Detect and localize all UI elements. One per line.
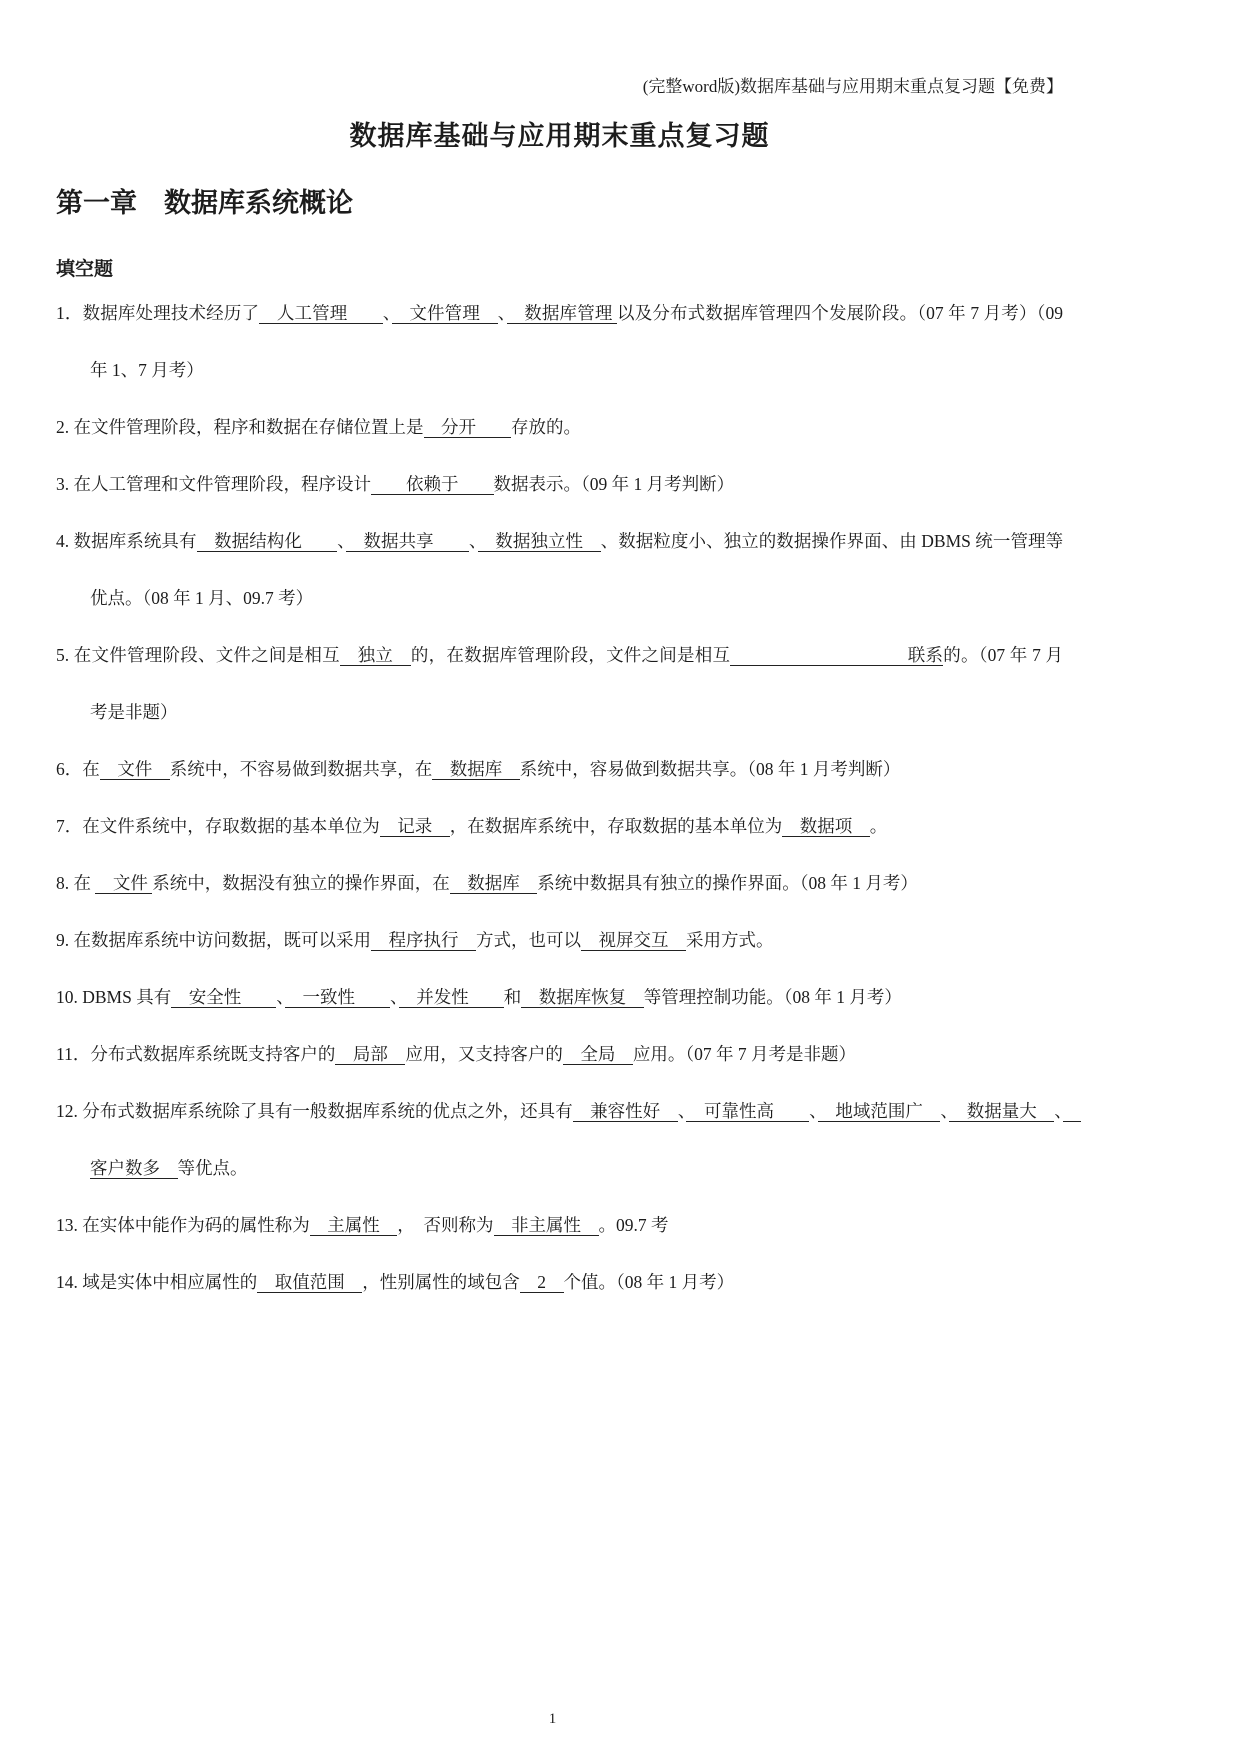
question-item — [56, 912, 1063, 969]
blank-answer: 全局 — [562, 1044, 633, 1064]
blank-answer: 地域范围广 — [817, 1101, 941, 1121]
question-text: 1．数据库处理技术经历了 — [56, 303, 260, 323]
blank-answer: 安全性 — [171, 987, 277, 1007]
blank-answer: 非主属性 — [493, 1215, 599, 1235]
question-item — [56, 969, 1063, 1026]
question-text: 存放的。 — [511, 417, 581, 437]
blank-answer: 文件管理 — [391, 303, 498, 323]
question-text: 应用。（07 年 7 月考是非题） — [632, 1044, 856, 1064]
question-text: 等优点。 — [177, 1158, 248, 1178]
question-text: 、数据粒度小、独立的数据操作界面、由 DBMS 统一管理等优点。（08 年 1 月、09.7 考） — [90, 531, 1064, 608]
question-text: 5. 在文件管理阶段、文件之间是相互 — [56, 645, 340, 665]
blank-answer: 数据库管理 — [506, 303, 618, 323]
blank-answer: 数据独立性 — [477, 531, 601, 551]
question-text: 、 — [677, 1101, 687, 1121]
question-text: 系统中数据具有独立的操作界面。（08 年 1 月考） — [537, 873, 918, 893]
question-text: ，在数据库系统中，存取数据的基本单位为 — [449, 816, 783, 836]
blank-answer: 2 — [519, 1272, 564, 1292]
question-text: 14. 域是实体中相应属性的 — [56, 1272, 258, 1292]
question-text: 12. 分布式数据库系统除了具有一般数据库系统的优点之外，还具有 — [56, 1101, 573, 1121]
blank-answer: 主属性 — [309, 1215, 398, 1235]
question-text: 等管理控制功能。（08 年 1 月考） — [643, 987, 902, 1007]
question-text: 方式，也可以 — [476, 930, 581, 950]
question-text: 、 — [940, 1101, 950, 1121]
section-heading: 填空题 — [56, 259, 114, 280]
question-item — [56, 1083, 1081, 1197]
question-text: 10. DBMS 具有 — [56, 987, 172, 1007]
question-text: 6．在 — [56, 759, 100, 779]
blank-answer: 数据库 — [432, 759, 520, 779]
blank-answer: 人工管理 — [259, 303, 383, 323]
question-text: 系统中，不容易做到数据共享，在 — [169, 759, 433, 779]
question-text: 7．在文件系统中，存取数据的基本单位为 — [56, 816, 380, 836]
blank-answer: 文件 — [99, 759, 170, 779]
question-text: 、 — [382, 303, 392, 323]
question-item — [56, 513, 1063, 627]
question-text: 、 — [276, 987, 285, 1007]
question-text: 9. 在数据库系统中访问数据，既可以采用 — [56, 930, 371, 950]
question-item — [56, 855, 1063, 912]
question-text: ， 否则称为 — [397, 1215, 494, 1235]
blank-answer: 数据库 — [449, 873, 538, 893]
page-number: 1 — [548, 1711, 557, 1727]
blank-answer: 数据库恢复 — [521, 987, 644, 1007]
question-text: 的，在数据库管理阶段，文件之间是相互 — [410, 645, 731, 665]
blank-answer: 联系 — [730, 645, 944, 665]
blank-answer: 数据结构化 — [196, 531, 338, 551]
blank-answer: 并发性 — [398, 987, 504, 1007]
question-text: 系统中，数据没有独立的操作界面，在 — [152, 873, 450, 893]
blank-answer: 记录 — [379, 816, 450, 836]
question-text: 、 — [337, 531, 346, 551]
question-text: 13. 在实体中能作为码的属性称为 — [56, 1215, 310, 1235]
blank-answer: 可靠性高 — [686, 1101, 810, 1121]
question-item — [56, 399, 1063, 456]
question-text: 采用方式。 — [686, 930, 774, 950]
question-text: 、 — [1054, 1101, 1064, 1121]
question-item — [56, 1254, 1063, 1311]
question-text: 、 — [497, 303, 507, 323]
blank-answer: 视屏交互 — [581, 930, 686, 950]
question-text: 8. 在 — [56, 873, 96, 893]
question-text: 11．分布式数据库系统既支持客户的 — [56, 1044, 336, 1064]
chapter-heading: 第一章 数据库系统概论 — [56, 188, 353, 218]
blank-answer: 兼容性好 — [572, 1101, 678, 1121]
blank-answer: 局部 — [335, 1044, 406, 1064]
blank-answer: 独立 — [339, 645, 411, 665]
blank-answer: 客户数多 — [90, 1101, 1081, 1178]
question-item — [56, 1026, 1063, 1083]
question-text: 应用，又支持客户的 — [405, 1044, 563, 1064]
blank-answer: 一致性 — [284, 987, 390, 1007]
question-text: 和 — [503, 987, 522, 1007]
question-text: 系统中，容易做到数据共享。（08 年 1 月考判断） — [519, 759, 901, 779]
document-title: 数据库基础与应用期末重点复习题 — [349, 121, 770, 151]
blank-answer: 取值范围 — [257, 1272, 363, 1292]
blank-answer: 依赖于 — [371, 474, 494, 494]
blank-answer: 数据项 — [782, 816, 870, 836]
question-text: 、 — [468, 531, 478, 551]
question-text: 的。（07 年 7 月考是非题） — [90, 645, 1064, 722]
question-text: 2. 在文件管理阶段，程序和数据在存储位置上是 — [56, 417, 424, 437]
question-text: 、 — [389, 987, 399, 1007]
question-text: 个值。（08 年 1 月考） — [563, 1272, 735, 1292]
document-header-note: (完整word版)数据库基础与应用期末重点复习题【免费】 — [642, 77, 1063, 96]
question-text: 数据表示。（09 年 1 月考判断） — [493, 474, 735, 494]
questions-list — [56, 285, 1081, 1311]
blank-answer: 程序执行 — [371, 930, 476, 950]
question-item — [56, 627, 1063, 741]
question-text: 。09.7 考 — [598, 1215, 669, 1235]
question-text: 3. 在人工管理和文件管理阶段，程序设计 — [56, 474, 371, 494]
question-text: ，性别属性的域包含 — [362, 1272, 520, 1292]
blank-answer: 数据共享 — [345, 531, 469, 551]
question-item — [56, 456, 1063, 513]
blank-answer: 文件 — [95, 873, 153, 893]
question-item — [56, 741, 1063, 798]
blank-answer: 数据量大 — [949, 1101, 1055, 1121]
blank-answer: 分开 — [423, 417, 511, 437]
question-item — [56, 798, 1063, 855]
question-text: 4. 数据库系统具有 — [56, 531, 197, 551]
question-item — [56, 285, 1068, 399]
question-item — [56, 1197, 1063, 1254]
question-text: 、 — [809, 1101, 818, 1121]
question-text: 以及分布式数据库管理四个发展阶段。（07 年 7 月考）（09 年 1、7 月考） — [90, 303, 1068, 380]
question-text: 。 — [869, 816, 888, 836]
